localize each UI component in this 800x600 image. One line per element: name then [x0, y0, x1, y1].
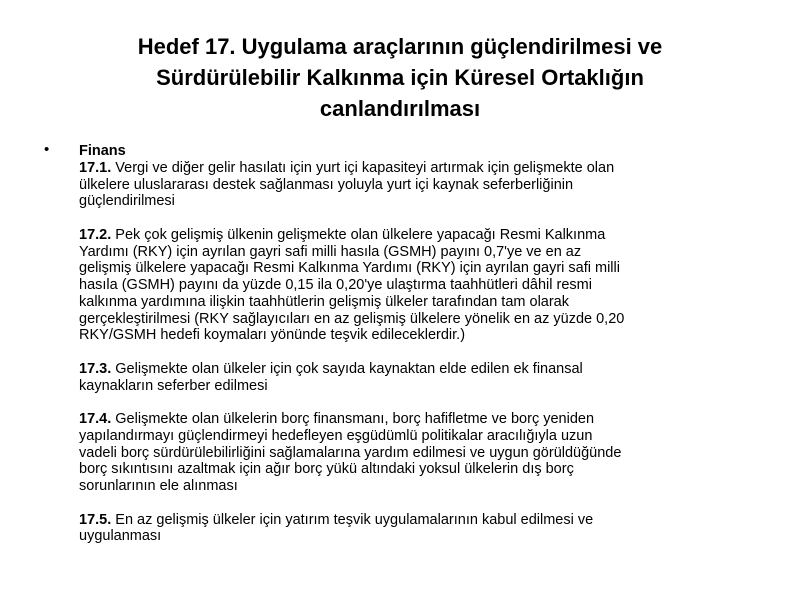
target-line: yapılandırmayı güçlendirmeyi hedefleyen eşgüdümlü politikalar aracılığıyla uzun: [79, 427, 593, 444]
target-line: hasıla (GSMH) payını da yüzde 0,15 ila 0,20'ye ulaştırma taahhütleri dâhil resmi: [79, 277, 592, 293]
target-line: kalkınma yardımına ilişkin taahhütlerin gelişmiş ülkeler tarafından tam olarak: [79, 293, 569, 310]
target-line: sorunlarının ele alınması: [79, 478, 238, 494]
bullet-icon: •: [44, 141, 50, 158]
target-line: gelişmiş ülkelere yapacağı Resmi Kalkınma Yardımı (RKY) için ayrılan gayri safi milli: [79, 260, 620, 277]
target-line: [79, 512, 769, 529]
target-line: borç sıkıntısını azaltmak için ağır borç yükü altındaki yoksul ülkelerin dış borç: [79, 461, 574, 478]
spacer: [79, 344, 769, 361]
target-number: 17.2.: [79, 226, 112, 243]
target-17-4: [79, 411, 769, 495]
target-line: Yardımı (RKY) için ayrılan gayri safi milli hasıla (GSMH) payını 0,7'ye ve en az: [79, 243, 582, 260]
target-line: kaynakların seferber edilmesi: [79, 377, 268, 394]
target-number: 17.3.: [79, 360, 112, 377]
target-number: 17.5.: [79, 511, 112, 528]
target-17-2: [79, 227, 769, 344]
target-line: RKY/GSMH hedefi koymaları yönünde teşvik edileceklerdir.): [79, 327, 466, 344]
target-text: En az gelişmiş ülkeler için yatırım teşvik uygulamalarının kabul edilmesi ve: [115, 511, 594, 528]
slide-title-line-3: canlandırılması: [319, 96, 481, 121]
target-number: 17.4.: [79, 411, 112, 427]
target-line: [79, 411, 769, 428]
target-17-3: [79, 361, 769, 395]
target-line: gerçekleştirilmesi (RKY sağlayıcıları en az gelişmiş ülkelere yönelik en az yüzde 0,20: [79, 310, 625, 327]
target-line: [79, 361, 769, 378]
slide-body: [79, 143, 769, 545]
target-text: Gelişmekte olan ülkeler için çok sayıda kaynaktan elde edilen ek finansal: [115, 360, 583, 377]
target-line: uygulanması: [79, 528, 162, 545]
spacer: [79, 394, 769, 411]
target-text: Vergi ve diğer gelir hasılatı için yurt içi kapasiteyi artırmak için gelişmekte olan: [115, 159, 615, 176]
target-line: [79, 160, 769, 177]
target-17-1: [79, 160, 769, 210]
spacer: [79, 210, 769, 227]
slide-title-line-1: Hedef 17. Uygulama araçlarının güçlendirilmesi ve: [137, 34, 663, 59]
target-text: Gelişmekte olan ülkelerin borç finansmanı, borç hafifletme ve borç yeniden: [115, 411, 595, 427]
slide-title-line-2: Sürdürülebilir Kalkınma için Küresel Ortaklığın: [156, 65, 644, 90]
target-17-5: [79, 512, 769, 546]
target-number: 17.1.: [79, 159, 112, 176]
slide-title: [60, 31, 740, 124]
target-line: [79, 227, 769, 244]
target-line: ülkelere uluslararası destek sağlanması yoluyla yurt içi kaynak seferberliğinin: [79, 176, 574, 193]
target-line: güçlendirilmesi: [79, 193, 175, 210]
section-heading: Finans: [79, 143, 126, 159]
target-text: Pek çok gelişmiş ülkenin gelişmekte olan ülkelere yapacağı Resmi Kalkınma: [115, 226, 606, 243]
target-line: vadeli borç sürdürülebilirliğini sağlamalarına yardım edilmesi ve uygun görüldüğünde: [79, 444, 622, 461]
spacer: [79, 495, 769, 512]
